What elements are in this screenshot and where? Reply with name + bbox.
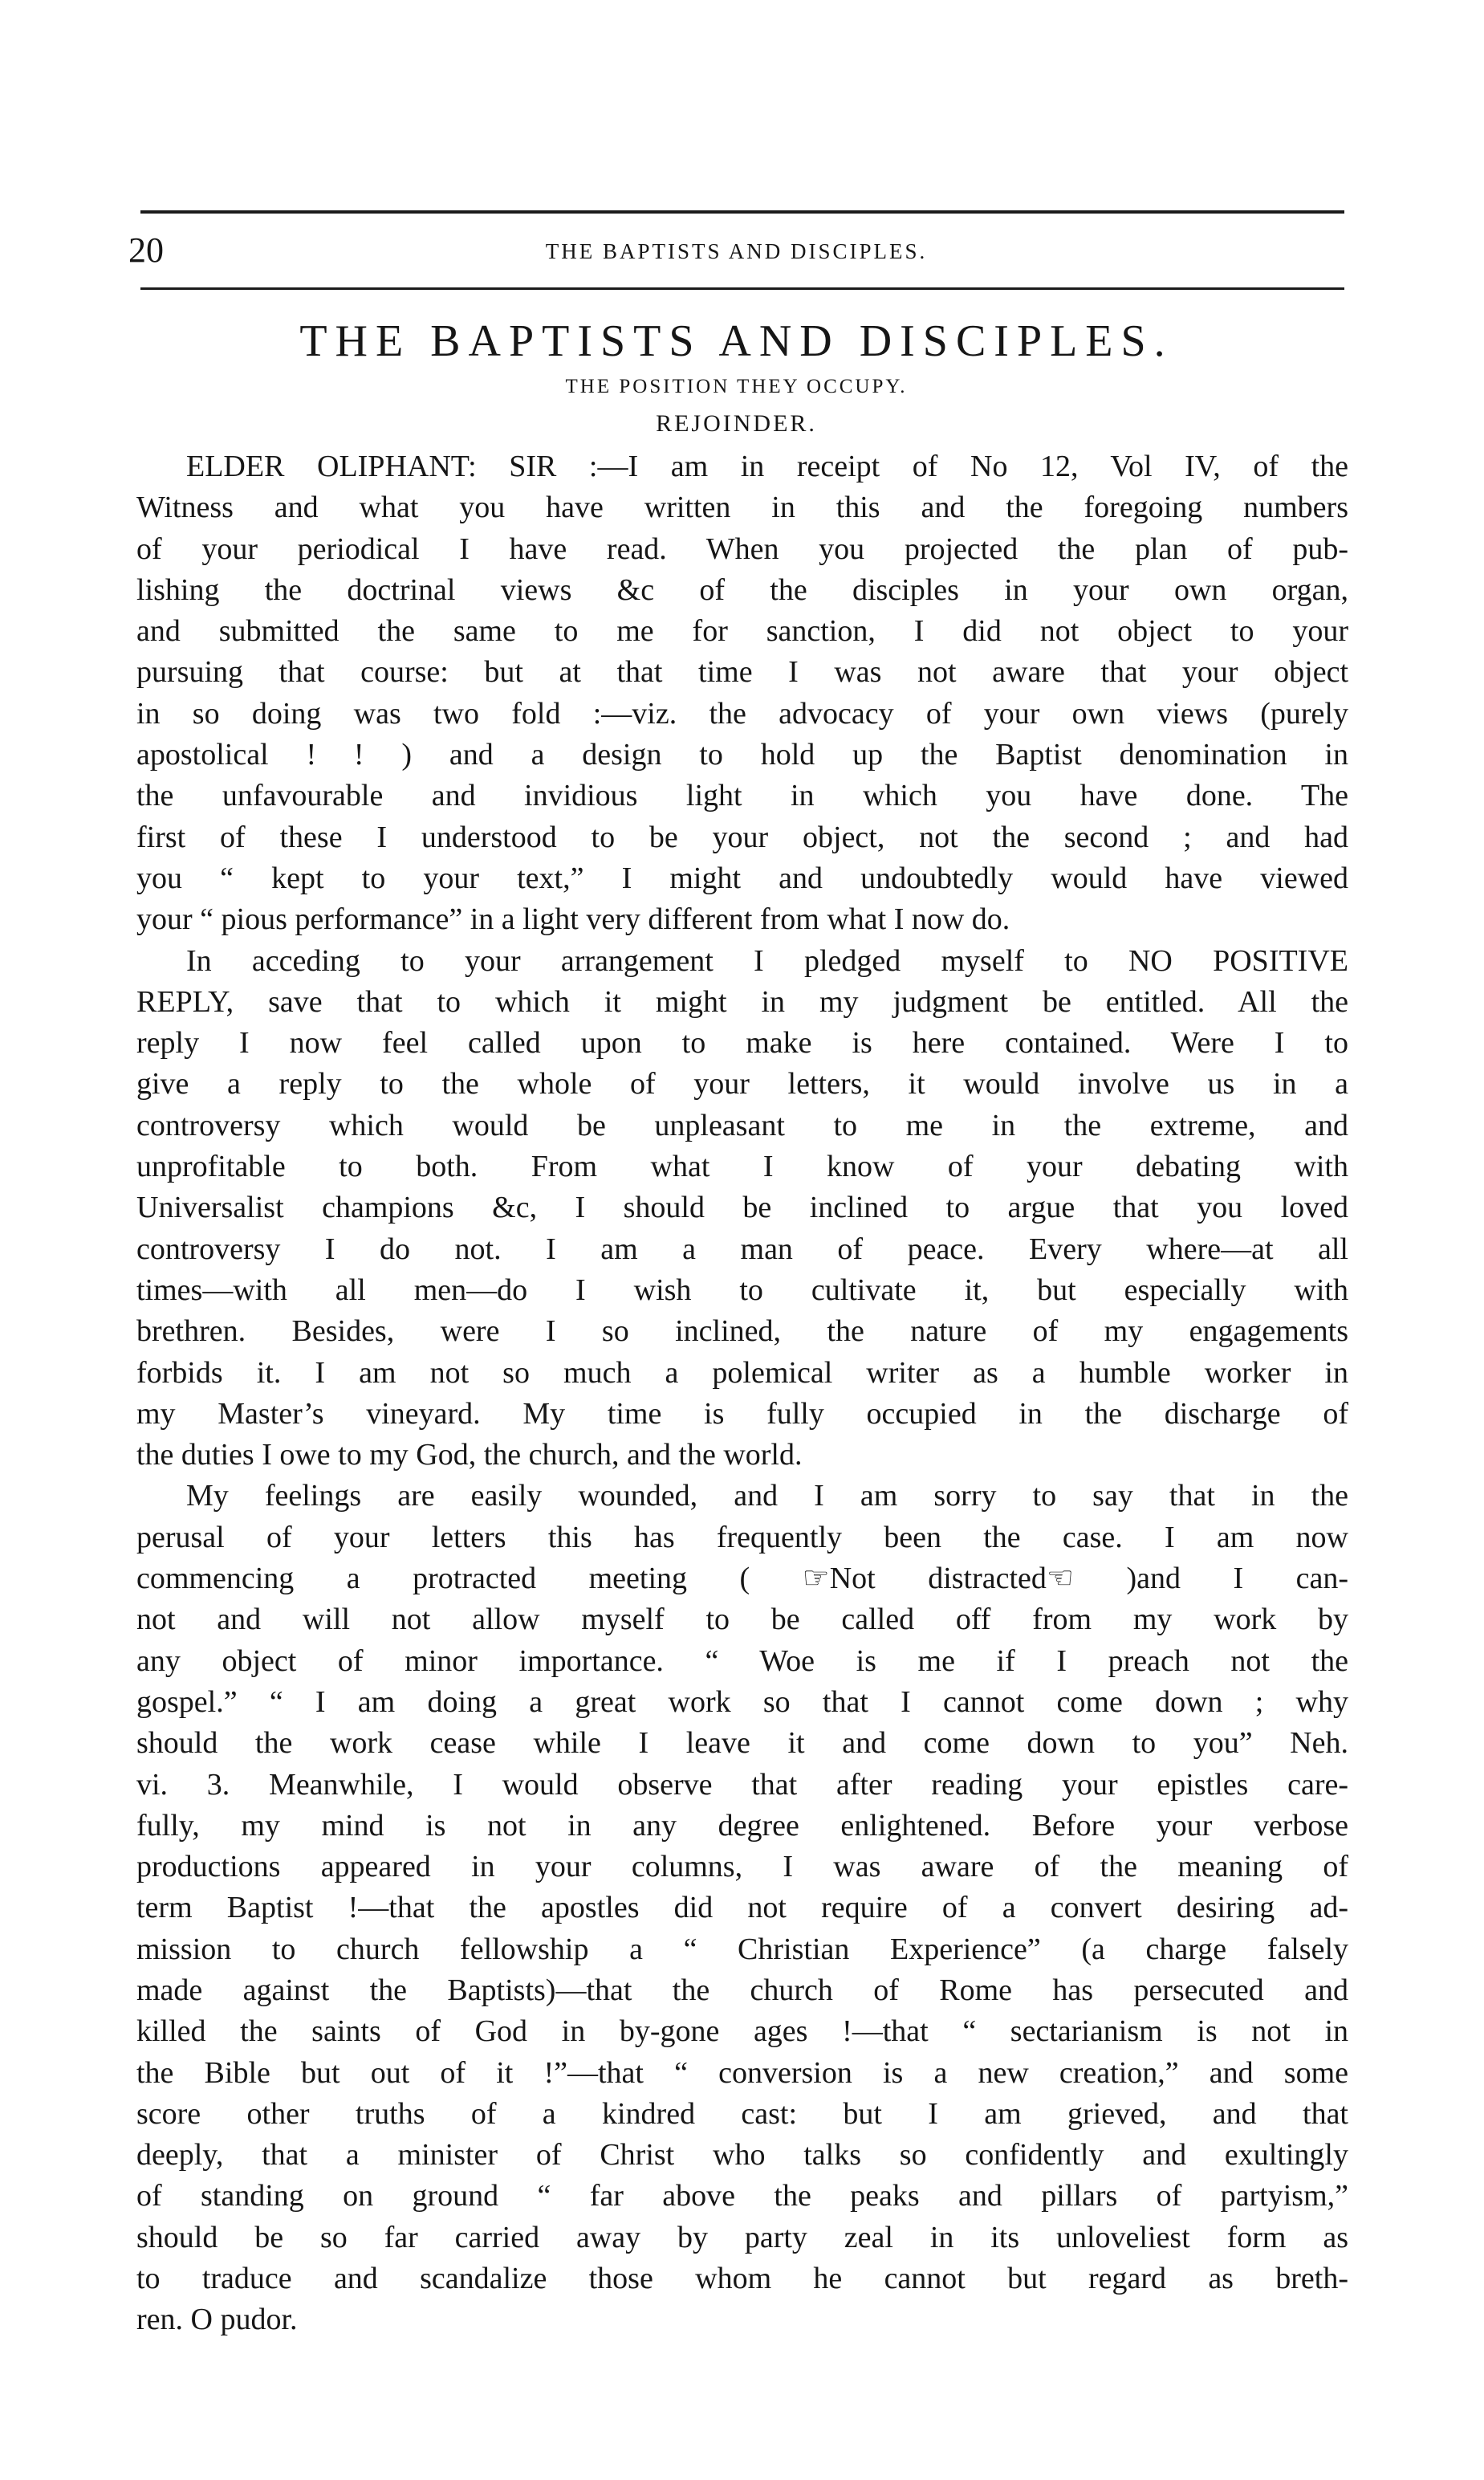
body-line: in so doing was two fold :—viz. the advocacy of your own views (purely [136, 696, 1348, 731]
rejoinder-heading: REJOINDER. [656, 410, 817, 437]
body-line: ELDER OLIPHANT: SIR :—I am in receipt of No 12, Vol IV, of the [186, 450, 1348, 483]
body-line: REPLY, save that to which it might in my judgment be entitled. All the [136, 984, 1348, 1019]
body-line: My feelings are easily wounded, and I am sorry to say that in the [186, 1479, 1348, 1513]
body-line: any object of minor importance. “ Woe is me if I preach not the [136, 1643, 1348, 1678]
body-line: to traduce and scandalize those whom he cannot but regard as breth- [136, 2262, 1348, 2296]
body-line: term Baptist !—that the apostles did not require of a convert desiring ad- [136, 1891, 1348, 1925]
body-line: forbids it. I am not so much a polemical writer as a humble worker in [136, 1355, 1348, 1390]
body-line: score other truths of a kindred cast: but I am grieved, and that [136, 2096, 1348, 2131]
body-line: Witness and what you have written in this and the foregoing numbers [136, 491, 1348, 525]
body-line: pursuing that course: but at that time I was not aware that your object [136, 655, 1348, 690]
body-line: mission to church fellowship a “ Christian Experience” (a charge falsely [136, 1932, 1348, 1966]
body-line: and submitted the same to me for sanction, I did not object to your [136, 614, 1348, 649]
page-number: 20 [128, 230, 164, 270]
body-line: made against the Baptists)—that the church of Rome has persecuted and [136, 1973, 1348, 2007]
body-line: should be so far carried away by party zeal in its unloveliest form as [136, 2220, 1348, 2254]
body-line: controversy I do not. I am a man of peace. Every where—at all [136, 1232, 1348, 1266]
body-line: times—with all men—do I wish to cultivate it, but especially with [136, 1273, 1348, 1307]
body-line: gospel.” “ I am doing a great work so that I cannot come down ; why [136, 1684, 1348, 1719]
body-line: the duties I owe to my God, the church, and the world. [136, 1438, 803, 1472]
body-line: killed the saints of God in by-gone ages !—that “ sectarianism is not in [136, 2014, 1348, 2049]
article-subtitle: THE POSITION THEY OCCUPY. [565, 376, 908, 397]
top-rule [140, 210, 1344, 214]
body-line: the Bible but out of it !”—that “ conversion is a new creation,” and some [136, 2055, 1348, 2090]
body-line: deeply, that a minister of Christ who talks so confidently and exultingly [136, 2138, 1348, 2173]
body-line: productions appeared in your columns, I was aware of the meaning of [136, 1850, 1348, 1884]
running-head [128, 226, 1344, 275]
body-line: the unfavourable and invidious light in which you have done. The [136, 779, 1348, 813]
body-line: fully, my mind is not in any degree enlightened. Before your verbose [136, 1808, 1348, 1843]
body-line: controversy which would be unpleasant to me in the extreme, and [136, 1108, 1348, 1142]
body-line: reply I now feel called upon to make is here contained. Were I to [136, 1026, 1348, 1061]
body-line: ren. O pudor. [136, 2303, 298, 2337]
running-title: THE BAPTISTS AND DISCIPLES. [545, 239, 928, 263]
body-line: perusal of your letters this has frequently been the case. I am now [136, 1520, 1348, 1554]
body-line: vi. 3. Meanwhile, I would observe that after reading your epistles care- [136, 1767, 1348, 1802]
body-line: In acceding to your arrangement I pledged myself to NO POSITIVE [186, 943, 1348, 978]
article-body [136, 446, 1348, 2341]
body-line: not and will not allow myself to be called off from my work by [136, 1602, 1348, 1637]
body-line: give a reply to the whole of your letters, it would involve us in a [136, 1067, 1348, 1102]
article-title: THE BAPTISTS AND DISCIPLES. [299, 316, 1173, 366]
body-line: commencing a protracted meeting ( ☞Not distracted☜ )and I can- [136, 1562, 1348, 1596]
body-line: lishing the doctrinal views &c of the disciples in your own organ, [136, 572, 1348, 607]
body-line: of standing on ground “ far above the peaks and pillars of partyism,” [136, 2179, 1348, 2213]
body-line: your “ pious performance” in a light very different from what I now do. [136, 902, 1010, 937]
body-line: should the work cease while I leave it and come down to you” Neh. [136, 1726, 1348, 1761]
header-rule [140, 287, 1344, 290]
body-line: brethren. Besides, were I so inclined, the nature of my engagements [136, 1314, 1348, 1349]
body-line: of your periodical I have read. When you projected the plan of pub- [136, 531, 1348, 566]
body-line: you “ kept to your text,” I might and undoubtedly would have viewed [136, 861, 1348, 895]
body-line: unprofitable to both. From what I know of your debating with [136, 1150, 1348, 1184]
body-line: apostolical ! ! ) and a design to hold up the Baptist denomination in [136, 738, 1348, 772]
body-line: Universalist champions &c, I should be inclined to argue that you loved [136, 1191, 1348, 1225]
body-line: my Master’s vineyard. My time is fully occupied in the discharge of [136, 1396, 1348, 1431]
body-line: first of these I understood to be your object, not the second ; and had [136, 820, 1348, 854]
